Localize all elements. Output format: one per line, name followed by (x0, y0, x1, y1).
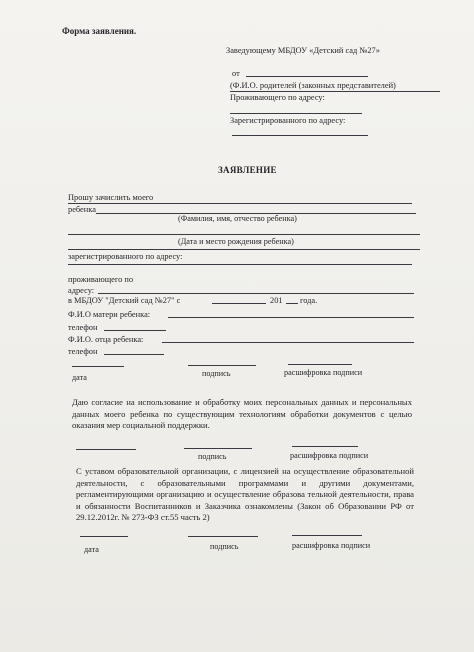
sign3-signature-line[interactable] (188, 536, 258, 537)
father-phone-label: телефон (68, 347, 98, 356)
living-address-label: Проживающего по адресу: (230, 93, 325, 102)
from-label: от (232, 69, 240, 78)
sign2-date-line[interactable] (76, 449, 136, 450)
addressee-text: Заведующему МБДОУ «Детский сад №27» (226, 46, 380, 55)
birth-line[interactable] (68, 249, 420, 250)
mother-label: Ф.И.О матери ребенка: (68, 310, 151, 319)
enroll-year: 201 (270, 296, 283, 305)
request-line[interactable] (68, 203, 412, 204)
sign3-date-caption: дата (84, 545, 99, 554)
sign1-date-line[interactable] (72, 366, 124, 367)
mother-phone-line[interactable] (104, 330, 166, 331)
acquaintance-paragraph: С уставом образовательной организации, с лицензией на осуществление образовательной деятельности, с образовательными программами и другими документами, регламентирующими организацию и осуществление образова тельной деятельности, права и обязанности Воспитанников и Заказчика ознакомлены (Закон об Образовании РФ от 29.12.2012г. № 273-ФЗ ст.55 часть 2) (76, 466, 414, 523)
sign3-signature-caption: подпись (210, 542, 239, 551)
sign2-decoding-caption: расшифровка подписи (290, 451, 369, 460)
enroll-year-line[interactable] (286, 303, 298, 304)
sign2-decoding-line[interactable] (292, 446, 358, 447)
request-text-1: Прошу зачислить моего (68, 193, 154, 202)
registered-label: зарегистрированного по адресу: (68, 252, 183, 261)
father-phone-line[interactable] (104, 354, 164, 355)
form-title: Форма заявления. (62, 26, 137, 36)
document-title: ЗАЯВЛЕНИЕ (218, 165, 277, 175)
living-address-line[interactable] (230, 113, 362, 114)
living-line[interactable] (98, 293, 414, 294)
living-label-1: проживающего по (68, 275, 134, 284)
sign3-decoding-caption: расшифровка подписи (292, 541, 371, 550)
child-name-caption: (Фамилия, имя, отчество ребенка) (178, 214, 297, 223)
consent-paragraph: Даю согласие на использование и обработку моих персональных данных и персональных данных моего ребенка по существующим технологиям обработки документов с целью оказания мер социальной поддержки. (72, 397, 412, 431)
parents-caption: (Ф.И.О. родителей (законных представителей) (230, 81, 396, 90)
parents-name-line[interactable] (246, 76, 368, 77)
father-label: Ф.И.О. отца ребенка: (68, 335, 144, 344)
registered-address-label: Зарегистрированного по адресу: (230, 116, 346, 125)
father-name-line[interactable] (162, 342, 414, 343)
birth-caption: (Дата и место рождения ребенка) (178, 237, 294, 246)
living-label-2: адресу: (68, 286, 95, 295)
registered-line[interactable] (68, 264, 412, 265)
sign1-decoding-line[interactable] (288, 364, 352, 365)
sign3-decoding-line[interactable] (292, 535, 362, 536)
sign1-date-caption: дата (72, 373, 87, 382)
sign1-signature-caption: подпись (202, 369, 231, 378)
request-text-2: ребенка (68, 205, 96, 214)
sign1-signature-line[interactable] (188, 365, 256, 366)
registered-address-line[interactable] (232, 135, 368, 136)
enroll-date-line[interactable] (212, 303, 266, 304)
mother-name-line[interactable] (168, 317, 414, 318)
sign2-signature-caption: подпись (198, 452, 227, 461)
sign2-signature-line[interactable] (184, 448, 252, 449)
enroll-suffix: года. (300, 296, 318, 305)
mother-phone-label: телефон (68, 323, 98, 332)
sign1-decoding-caption: расшифровка подписи (284, 368, 363, 377)
child-name-line-2[interactable] (68, 234, 420, 235)
enroll-prefix: в МБДОУ "Детский сад №27" с (68, 296, 181, 305)
sign3-date-line[interactable] (80, 536, 128, 537)
